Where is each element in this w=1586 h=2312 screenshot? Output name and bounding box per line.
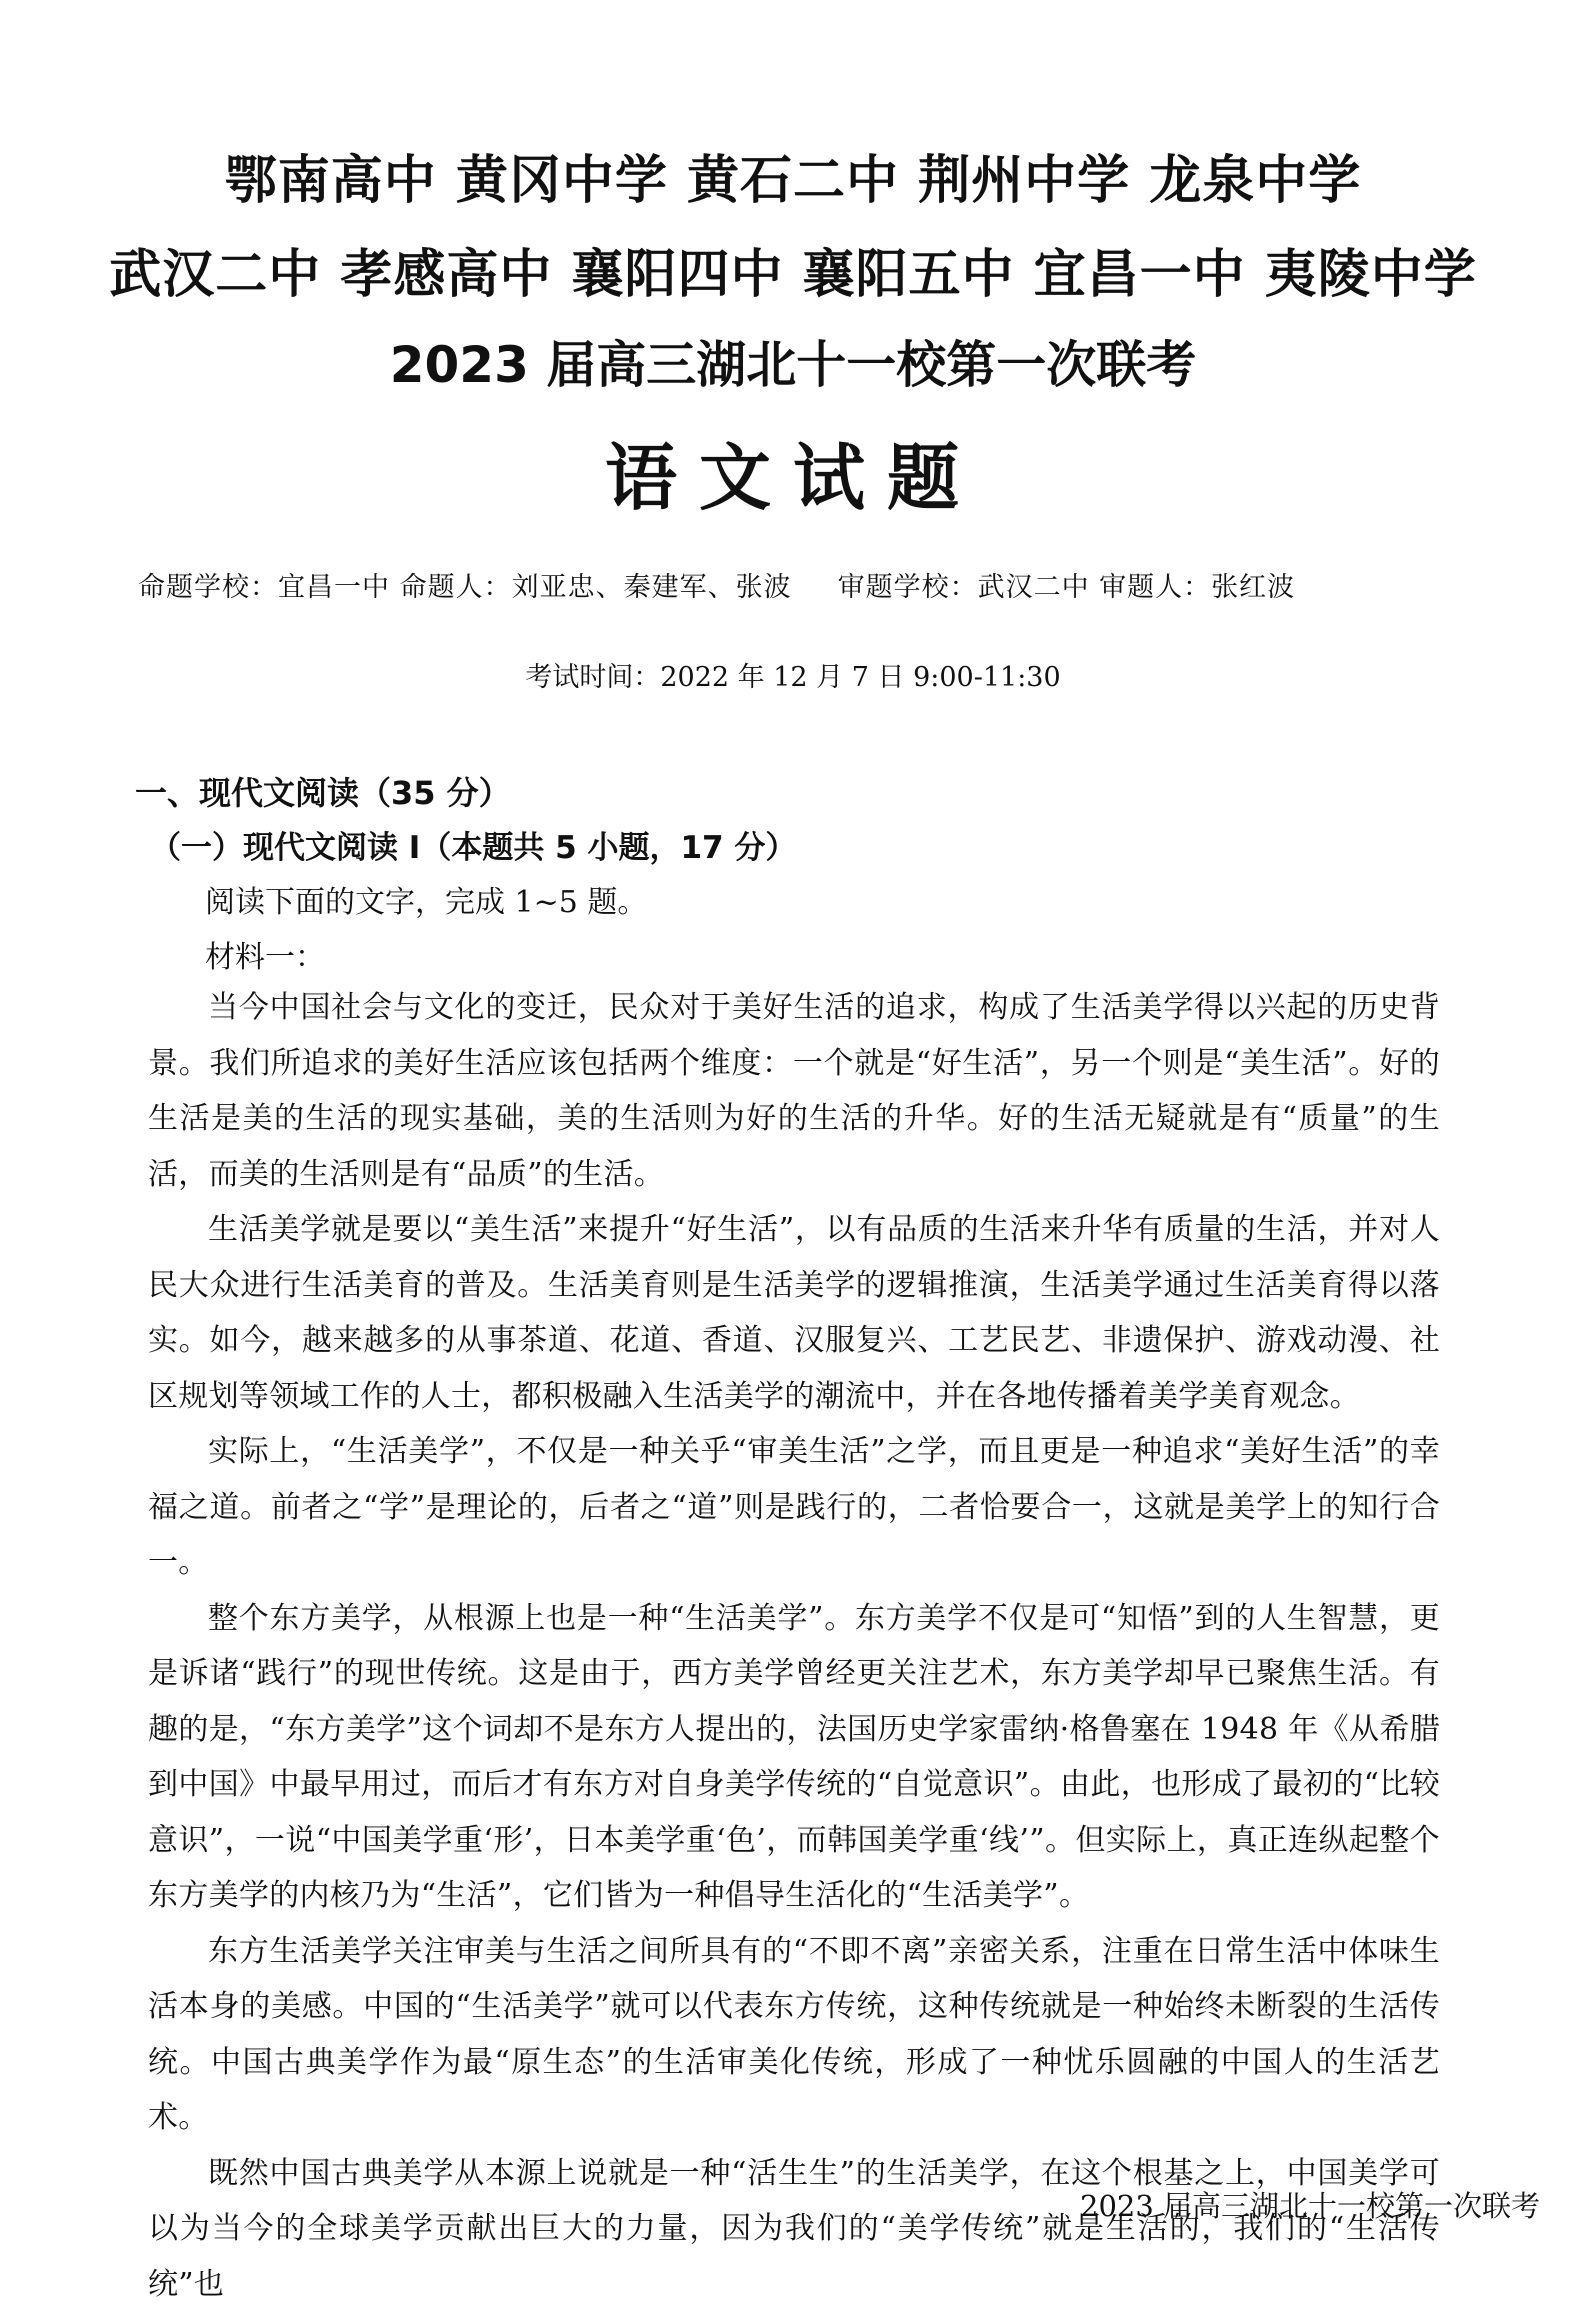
paragraph: 当今中国社会与文化的变迁，民众对于美好生活的追求，构成了生活美学得以兴起的历史背景。我们所追求的美好生活应该包括两个维度：一个就是“好生活”，另一个则是“美生活”。好的生活是美的生活的现实基础，美的生活则为好的生活的升华。好的生活无疑就是有“质量”的生活，而美的生活则是有“品质”的生活。 (148, 980, 1440, 1202)
instruction: 阅读下面的文字，完成 1~5 题。 (205, 877, 647, 921)
paragraph: 整个东方美学，从根源上也是一种“生活美学”。东方美学不仅是可“知悟”到的人生智慧，更是诉诸“践行”的现世传统。这是由于，西方美学曾经更关注艺术，东方美学却早已聚焦生活。有趣的是，“东方美学”这个词却不是东方人提出的，法国历史学家雷纳·格鲁塞在 1948 年《从希腊到中国》中最早用过，而后才有东方对自身美学传统的“自觉意识”。由此，也形成了最初的“比较意识”，一说“中国美学重‘形’，日本美学重‘色’，而韩国美学重‘线’”。但实际上，真正连纵起整个东方美学的内核乃为“生活”，它们皆为一种倡导生活化的“生活美学”。 (148, 1591, 1440, 1924)
reviewer-info: 审题学校：武汉二中 审题人：张红波 (838, 572, 1296, 603)
section-title: 一、现代文阅读（35 分） (135, 768, 511, 814)
paragraph: 东方生活美学关注审美与生活之间所具有的“不即不离”亲密关系，注重在日常生活中体味生活本身的美感。中国的“生活美学”就可以代表东方传统，这种传统就是一种始终未断裂的生活传统。中国古典美学作为最“原生态”的生活审美化传统，形成了一种忧乐圆融的中国人的生活艺术。 (148, 1924, 1440, 2146)
reading-passage (148, 980, 1440, 2312)
school-list-line-1: 鄂南高中 黄冈中学 黄石二中 荆州中学 龙泉中学 (0, 138, 1586, 213)
subject-title: 语文试题 (0, 420, 1586, 524)
paragraph: 生活美学就是要以“美生活”来提升“好生活”，以有品质的生活来升华有质量的生活，并对人民大众进行生活美育的普及。生活美育则是生活美学的逻辑推演，生活美学通过生活美育得以落实。如今，越来越多的从事茶道、花道、香道、汉服复兴、工艺民艺、非遗保护、游戏动漫、社区规划等领域工作的人士，都积极融入生活美学的潮流中，并在各地传播着美学美育观念。 (148, 1202, 1440, 1424)
exam-name: 2023 届高三湖北十一校第一次联考 (0, 325, 1586, 397)
paragraph: 既然中国古典美学从本源上说就是一种“活生生”的生活美学，在这个根基之上，中国美学可以为当今的全球美学贡献出巨大的力量，因为我们的“美学传统”就是生活的，我们的“生活传统”也 (148, 2146, 1440, 2312)
setter-info-line (138, 565, 1468, 604)
section-subtitle: （一）现代文阅读 I（本题共 5 小题，17 分） (150, 822, 796, 867)
exam-time: 考试时间：2022 年 12 月 7 日 9:00-11:30 (0, 655, 1586, 694)
setter-info: 命题学校：宜昌一中 命题人：刘亚忠、秦建军、张波 (138, 572, 792, 603)
paragraph: 实际上，“生活美学”，不仅是一种关乎“审美生活”之学，而且更是一种追求“美好生活”的幸福之道。前者之“学”是理论的，后者之“道”则是践行的，二者恰要合一，这就是美学上的知行合一。 (148, 1424, 1440, 1591)
page-footer: 2023 届高三湖北十一校第一次联考 (1080, 2184, 1586, 2225)
school-list-line-2: 武汉二中 孝感高中 襄阳四中 襄阳五中 宜昌一中 夷陵中学 (0, 232, 1586, 307)
material-label: 材料一： (205, 932, 325, 976)
